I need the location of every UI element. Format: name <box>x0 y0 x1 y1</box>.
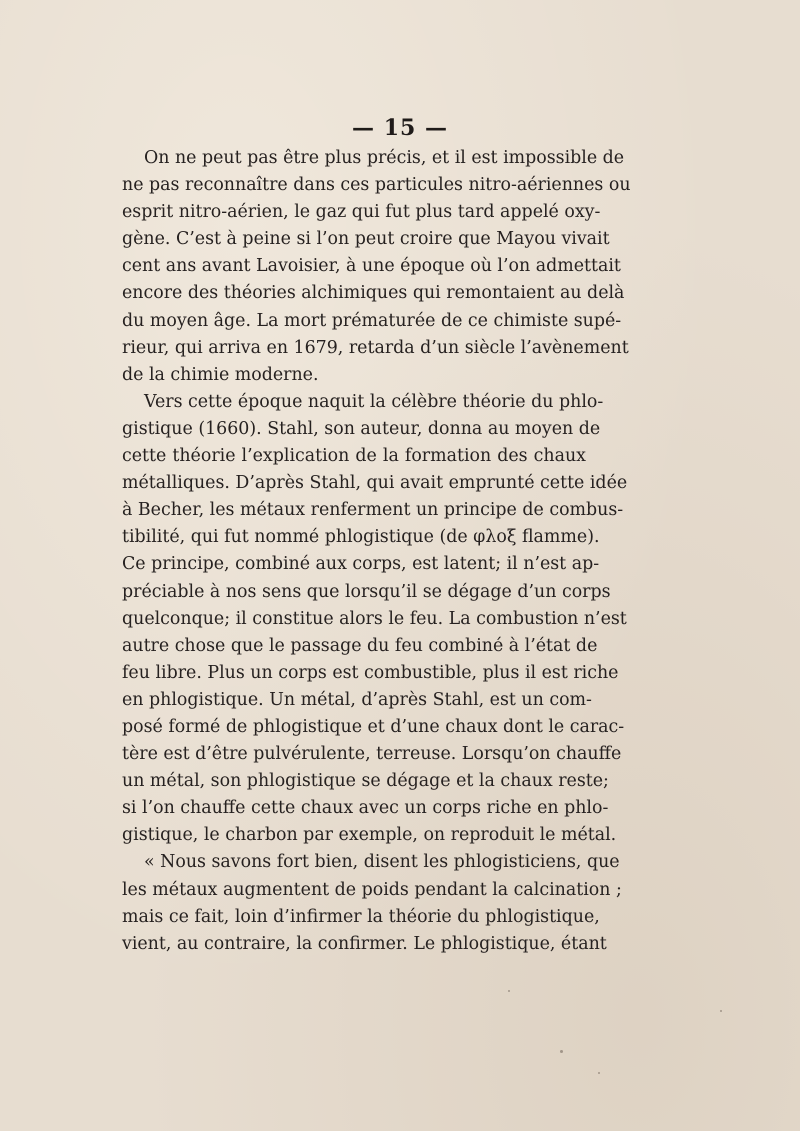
text-line: en phlogistique. Un métal, d’après Stahl, est un com- <box>122 689 592 710</box>
text-line: du moyen âge. La mort prématurée de ce chimiste supé- <box>122 310 622 331</box>
paper-speck <box>720 1010 722 1012</box>
text-line: gistique (1660). Stahl, son auteur, donna au moyen de <box>122 418 601 439</box>
text-line: encore des théories alchimiques qui remontaient au delà <box>122 283 625 304</box>
text-line: à Becher, les métaux renferment un principe de combus- <box>122 500 624 521</box>
text-line: Ce principe, combiné aux corps, est latent; il n’est ap- <box>122 554 600 575</box>
text-line: cette théorie l’explication de la formation des chaux <box>122 446 586 467</box>
text-line: gistique, le charbon par exemple, on reproduit le métal. <box>122 825 617 846</box>
body-text <box>122 145 631 958</box>
text-line: ne pas reconnaître dans ces particules nitro-aériennes ou <box>122 175 631 196</box>
paper-speck <box>598 1072 600 1074</box>
text-line: de la chimie moderne. <box>122 364 319 385</box>
text-line: rieur, qui arriva en 1679, retarda d’un siècle l’avènement <box>122 337 629 358</box>
text-line: autre chose que le passage du feu combiné à l’état de <box>122 635 598 656</box>
text-line: cent ans avant Lavoisier, à une époque où l’on admettait <box>122 256 621 277</box>
text-line: On ne peut pas être plus précis, et il est impossible de <box>144 148 625 168</box>
text-line: métalliques. D’après Stahl, qui avait emprunté cette idée <box>122 473 628 494</box>
text-line: Vers cette époque naquit la célèbre théorie du phlo- <box>144 391 604 412</box>
page-number: — 15 — <box>352 115 448 141</box>
paper-speck <box>508 990 510 992</box>
text-line: un métal, son phlogistique se dégage et la chaux reste; <box>122 771 609 792</box>
text-line: les métaux augmentent de poids pendant la calcination ; <box>122 879 622 900</box>
text-line: tère est d’être pulvérulente, terreuse. Lorsqu’on chauffe <box>122 744 622 765</box>
text-line: mais ce fait, loin d’infirmer la théorie du phlogistique, <box>122 906 600 927</box>
paper-speck <box>560 1050 563 1053</box>
text-line: préciable à nos sens que lorsqu’il se dégage d’un corps <box>122 581 611 602</box>
text-line: posé formé de phlogistique et d’une chaux dont le carac- <box>122 716 625 737</box>
text-line: vient, au contraire, la confirmer. Le phlogistique, étant <box>122 933 607 954</box>
text-line: « Nous savons fort bien, disent les phlogisticiens, que <box>144 852 620 873</box>
text-line: feu libre. Plus un corps est combustible, plus il est riche <box>122 662 619 683</box>
text-line: quelconque; il constitue alors le feu. La combustion n’est <box>122 608 627 629</box>
text-line: esprit nitro-aérien, le gaz qui fut plus tard appelé oxy- <box>122 202 601 223</box>
text-line: si l’on chauffe cette chaux avec un corps riche en phlo- <box>122 798 609 819</box>
text-line: gène. C’est à peine si l’on peut croire que Mayou vivait <box>122 229 610 250</box>
text-line: tibilité, qui fut nommé phlogistique (de φλοξ flamme). <box>122 527 600 548</box>
